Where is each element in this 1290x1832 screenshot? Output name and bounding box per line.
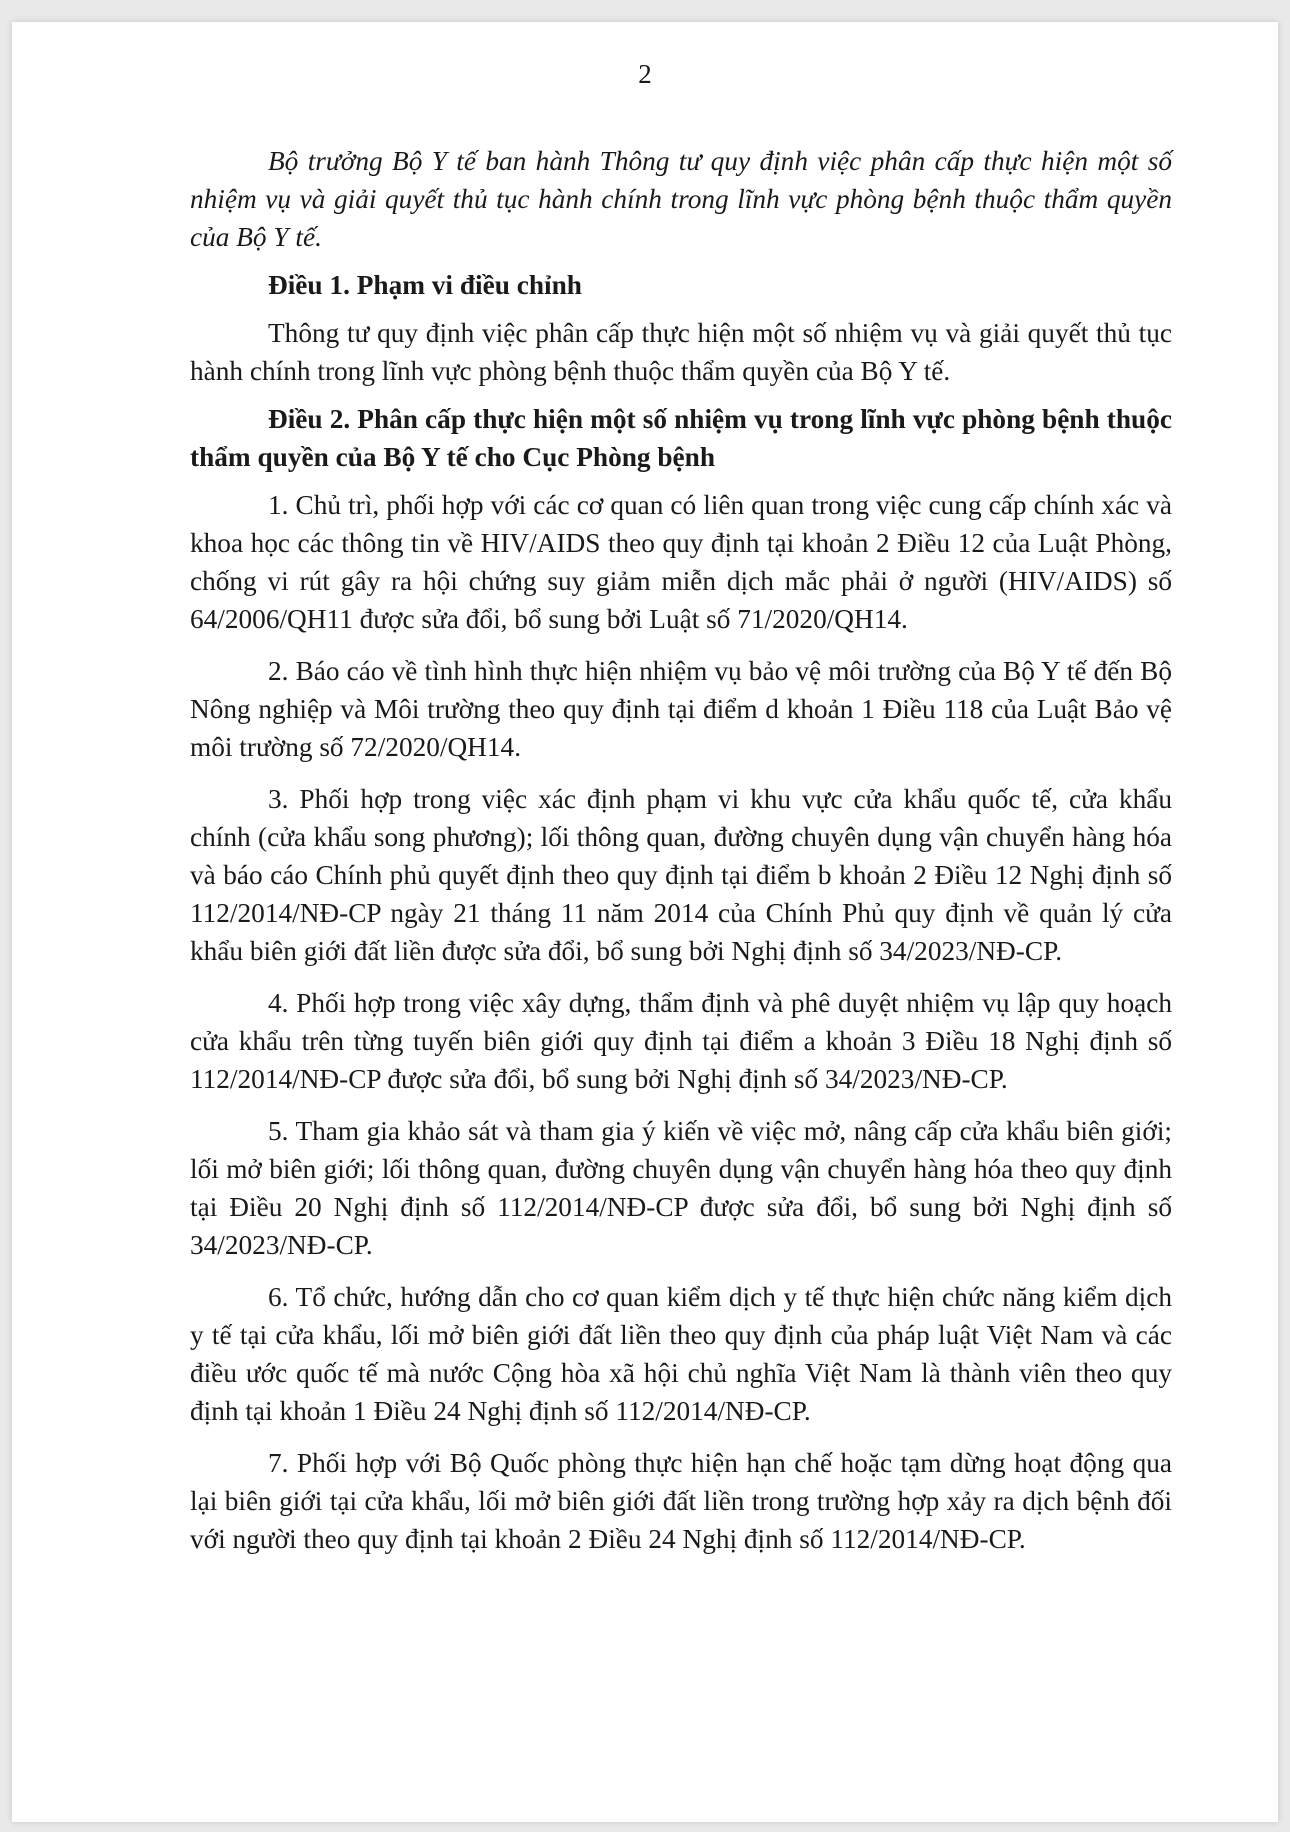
article-2-item-1: 1. Chủ trì, phối hợp với các cơ quan có liên quan trong việc cung cấp chính xác và khoa học các thông tin về HIV/AIDS theo quy định tại khoản 2 Điều 12 của Luật Phòng, chống vi rút gây ra hội chứng suy giảm miễn dịch mắc phải ở người (HIV/AIDS) số 64/2006/QH11 được sửa đổi, bổ sung bởi Luật số 71/2020/QH14. xyxy=(190,490,1172,634)
article-2-item-7: 7. Phối hợp với Bộ Quốc phòng thực hiện hạn chế hoặc tạm dừng hoạt động qua lại biên giới tại cửa khẩu, lối mở biên giới đất liền trong trường hợp xảy ra dịch bệnh đối với người theo quy định tại khoản 2 Điều 24 Nghị định số 112/2014/NĐ-CP. xyxy=(190,1448,1172,1554)
article-2-item-3: 3. Phối hợp trong việc xác định phạm vi khu vực cửa khẩu quốc tế, cửa khẩu chính (cửa khẩu song phương); lối thông quan, đường chuyên dụng vận chuyển hàng hóa và báo cáo Chính phủ quyết định theo quy định tại điểm b khoản 2 Điều 12 Nghị định số 112/2014/NĐ-CP ngày 21 tháng 11 năm 2014 của Chính Phủ quy định về quản lý cửa khẩu biên giới đất liền được sửa đổi, bổ sung bởi Nghị định số 34/2023/NĐ-CP. xyxy=(190,784,1172,966)
article-1-text: Thông tư quy định việc phân cấp thực hiện một số nhiệm vụ và giải quyết thủ tục hành chính trong lĩnh vực phòng bệnh thuộc thẩm quyền của Bộ Y tế. xyxy=(190,318,1172,386)
document-body xyxy=(190,142,1172,1568)
document-page xyxy=(12,22,1278,1822)
article-2-item-4: 4. Phối hợp trong việc xây dựng, thẩm định và phê duyệt nhiệm vụ lập quy hoạch cửa khẩu trên từng tuyến biên giới quy định tại điểm a khoản 3 Điều 18 Nghị định số 112/2014/NĐ-CP được sửa đổi, bổ sung bởi Nghị định số 34/2023/NĐ-CP. xyxy=(190,988,1172,1094)
page-number: 2 xyxy=(638,59,652,89)
article-2-item-5: 5. Tham gia khảo sát và tham gia ý kiến về việc mở, nâng cấp cửa khẩu biên giới; lối mở biên giới; lối thông quan, đường chuyên dụng vận chuyển hàng hóa theo quy định tại Điều 20 Nghị định số 112/2014/NĐ-CP được sửa đổi, bổ sung bởi Nghị định số 34/2023/NĐ-CP. xyxy=(190,1116,1172,1260)
article-1-heading: Điều 1. Phạm vi điều chỉnh xyxy=(268,270,582,300)
intro-paragraph: Bộ trưởng Bộ Y tế ban hành Thông tư quy định việc phân cấp thực hiện một số nhiệm vụ và giải quyết thủ tục hành chính trong lĩnh vực phòng bệnh thuộc thẩm quyền của Bộ Y tế. xyxy=(190,146,1172,252)
article-2-heading: Điều 2. Phân cấp thực hiện một số nhiệm vụ trong lĩnh vực phòng bệnh thuộc thẩm quyền của Bộ Y tế cho Cục Phòng bệnh xyxy=(190,404,1172,472)
article-2-item-2: 2. Báo cáo về tình hình thực hiện nhiệm vụ bảo vệ môi trường của Bộ Y tế đến Bộ Nông nghiệp và Môi trường theo quy định tại điểm d khoản 1 Điều 118 của Luật Bảo vệ môi trường số 72/2020/QH14. xyxy=(190,656,1172,762)
article-2-item-6: 6. Tổ chức, hướng dẫn cho cơ quan kiểm dịch y tế thực hiện chức năng kiểm dịch y tế tại cửa khẩu, lối mở biên giới đất liền theo quy định của pháp luật Việt Nam và các điều ước quốc tế mà nước Cộng hòa xã hội chủ nghĩa Việt Nam là thành viên theo quy định tại khoản 1 Điều 24 Nghị định số 112/2014/NĐ-CP. xyxy=(190,1282,1172,1426)
